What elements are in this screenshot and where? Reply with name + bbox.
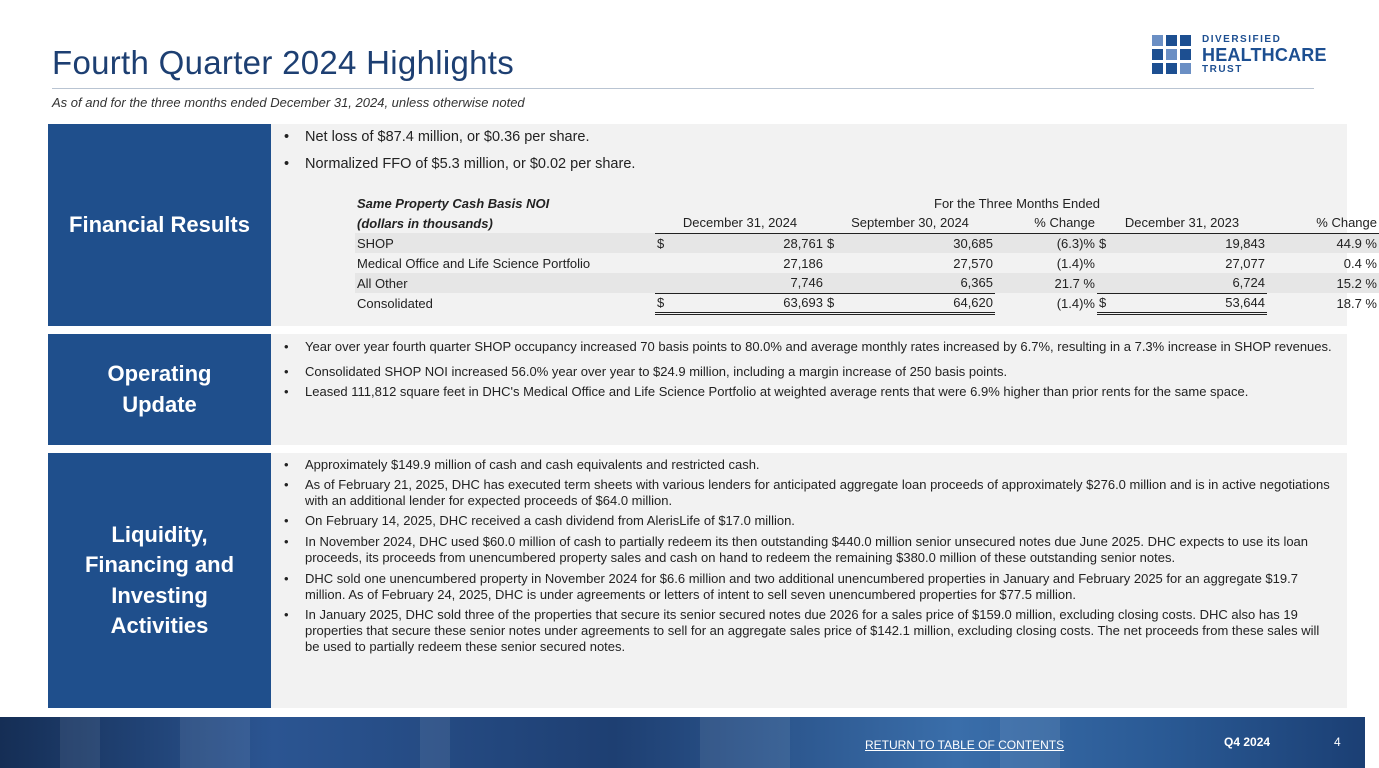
logo-line-3: TRUST [1202, 64, 1243, 75]
currency-sign: $ [825, 293, 845, 313]
table-cell: 63,693 [675, 293, 825, 313]
table-cell: 15.2 % [1267, 273, 1379, 293]
financial-results-content [279, 124, 1377, 326]
label-line: Financing and [84, 552, 235, 578]
table-cell: 27,186 [783, 255, 823, 271]
table-cell: (1.4)% [1056, 255, 1095, 271]
currency-sign [655, 253, 675, 273]
column-header: December 31, 2024 [655, 213, 825, 233]
list-item: • Leased 111,812 square feet in DHC's Medical Office and Life Science Portfolio at weighted average rents that were 6.9% higher than prior rents for the same space. [279, 384, 1339, 400]
operating-bullets [279, 339, 1339, 400]
table-cell: 0.4 % [1343, 255, 1377, 271]
company-logo [1152, 34, 1327, 77]
operating-update-content [279, 334, 1347, 445]
table-cell: 27,077 [1225, 255, 1265, 271]
list-item: • DHC sold one unencumbered property in November 2024 for $6.6 million and two additional unencumbered properties in January and February 2025 for an aggregate $19.7 million. As of February 24, 2025, DHC is under agreements or letters of intent to sell seven unencumbered properties for $77.5 million. [279, 571, 1337, 603]
currency-sign [1097, 273, 1117, 293]
label-line: Operating [107, 361, 212, 387]
currency-sign [825, 273, 845, 293]
column-header: December 31, 2023 [1097, 213, 1267, 233]
financial-results-section [48, 124, 1377, 326]
currency-sign [825, 253, 845, 273]
list-item: • Year over year fourth quarter SHOP occupancy increased 70 basis points to 80.0% and average monthly rates increased by 6.7%, resulting in a 7.3% increase in SHOP revenues. [279, 339, 1339, 355]
subtitle-suffix: , unless otherwise noted [384, 95, 525, 110]
logo-wordmark [1202, 35, 1327, 75]
label-line: Investing [111, 582, 208, 608]
return-to-toc-link[interactable]: RETURN TO TABLE OF CONTENTS [865, 738, 1065, 752]
currency-sign: $ [655, 233, 675, 253]
footer-banner [0, 717, 1365, 768]
table-cell: 19,843 [1117, 233, 1267, 253]
table-cell: 27,570 [953, 255, 993, 271]
liquidity-label [48, 453, 271, 708]
row-label: Medical Office and Life Science Portfolio [357, 255, 591, 271]
currency-sign: $ [825, 233, 845, 253]
table-row [355, 233, 1379, 253]
page-title: Fourth Quarter 2024 Highlights [52, 44, 515, 81]
table-row [355, 253, 1379, 273]
table-cell: 53,644 [1117, 293, 1267, 313]
list-item: • On February 14, 2025, DHC received a cash dividend from AlerisLife of $17.0 million. [279, 513, 1337, 529]
currency-sign [655, 273, 675, 293]
logo-line-1: DIVERSIFIED [1202, 34, 1282, 45]
table-row [355, 273, 1379, 293]
liquidity-content [279, 453, 1347, 708]
list-item: • In November 2024, DHC used $60.0 million of cash to partially redeem its then outstanding $440.0 million senior unsecured notes due June 2025. DHC expects to use its loan proceeds, its proceeds from unencumbered property sales and cash on hand to redeem the remaining $380.0 million of these outstanding senior notes. [279, 534, 1337, 566]
title-divider [52, 88, 1314, 89]
row-label: Consolidated [357, 295, 433, 311]
label-line: Update [122, 391, 197, 417]
financial-bullets [279, 128, 635, 182]
currency-sign: $ [1097, 233, 1117, 253]
table-cell: 64,620 [845, 293, 995, 313]
table-header-row [355, 193, 1379, 213]
page-subtitle [52, 95, 525, 110]
liquidity-bullets [279, 457, 1337, 655]
row-label: SHOP [355, 233, 655, 253]
column-header: % Change [995, 213, 1097, 233]
table-cell: 30,685 [845, 233, 995, 253]
quarter-label: Q4 2024 [1224, 735, 1271, 749]
noi-table [355, 193, 1379, 315]
operating-update-section [48, 334, 1347, 445]
table-cell: 21.7 % [995, 273, 1097, 293]
table-cell: 18.7 % [1336, 295, 1377, 311]
table-cell: 28,761 [675, 233, 825, 253]
table-units: (dollars in thousands) [357, 215, 493, 231]
list-item: • Approximately $149.9 million of cash and cash equivalents and restricted cash. [279, 457, 1337, 473]
list-item: • Consolidated SHOP NOI increased 56.0% year over year to $24.9 million, including a margin increase of 250 basis points. [279, 364, 1339, 380]
currency-sign: $ [655, 293, 675, 313]
subtitle-date: December 31, 2024 [270, 95, 385, 110]
label-line: Liquidity, [111, 521, 208, 547]
page-number: 4 [1334, 735, 1341, 749]
list-item: • As of February 21, 2025, DHC has executed term sheets with various lenders for anticipated aggregate loan proceeds of approximately $276.0 million and is in active negotiations with an additional lender for expected proceeds of $64.0 million. [279, 477, 1337, 509]
column-header: September 30, 2024 [825, 213, 995, 233]
label-line: Activities [110, 612, 209, 638]
list-item: • In January 2025, DHC sold three of the properties that secure its senior secured notes due 2026 for a sales price of $159.0 million, excluding closing costs. DHC also has 19 properties that secure these senior notes under agreements to sell for an aggregate sales price of $142.1 million, excluding closing costs. The net proceeds from these sales will be used to partially redeem these senior secured notes. [279, 607, 1337, 655]
operating-update-label [48, 334, 271, 445]
table-cell: 7,746 [675, 273, 825, 293]
table-cell: 6,724 [1117, 273, 1267, 293]
logo-squares-icon [1152, 35, 1194, 75]
currency-sign: $ [1097, 293, 1117, 313]
table-title: Same Property Cash Basis NOI [357, 195, 550, 211]
liquidity-section [48, 453, 1347, 708]
row-label: All Other [355, 273, 655, 293]
table-cell: 44.9 % [1267, 233, 1379, 253]
list-item: • Normalized FFO of $5.3 million, or $0.02 per share. [279, 155, 635, 173]
table-cell: 6,365 [845, 273, 995, 293]
table-cell: (1.4)% [1056, 295, 1095, 311]
subtitle-prefix: As of and for the three months ended [52, 95, 271, 110]
currency-sign [1097, 253, 1117, 273]
period-header: For the Three Months Ended [934, 195, 1100, 211]
table-header-row [355, 213, 1379, 233]
table-cell: (6.3)% [995, 233, 1097, 253]
list-item: • Net loss of $87.4 million, or $0.36 per share. [279, 128, 635, 146]
table-row [355, 293, 1379, 313]
column-header: % Change [1267, 213, 1379, 233]
logo-line-2: HEALTHCARE [1202, 45, 1327, 65]
financial-results-label: Financial Results [48, 124, 271, 326]
